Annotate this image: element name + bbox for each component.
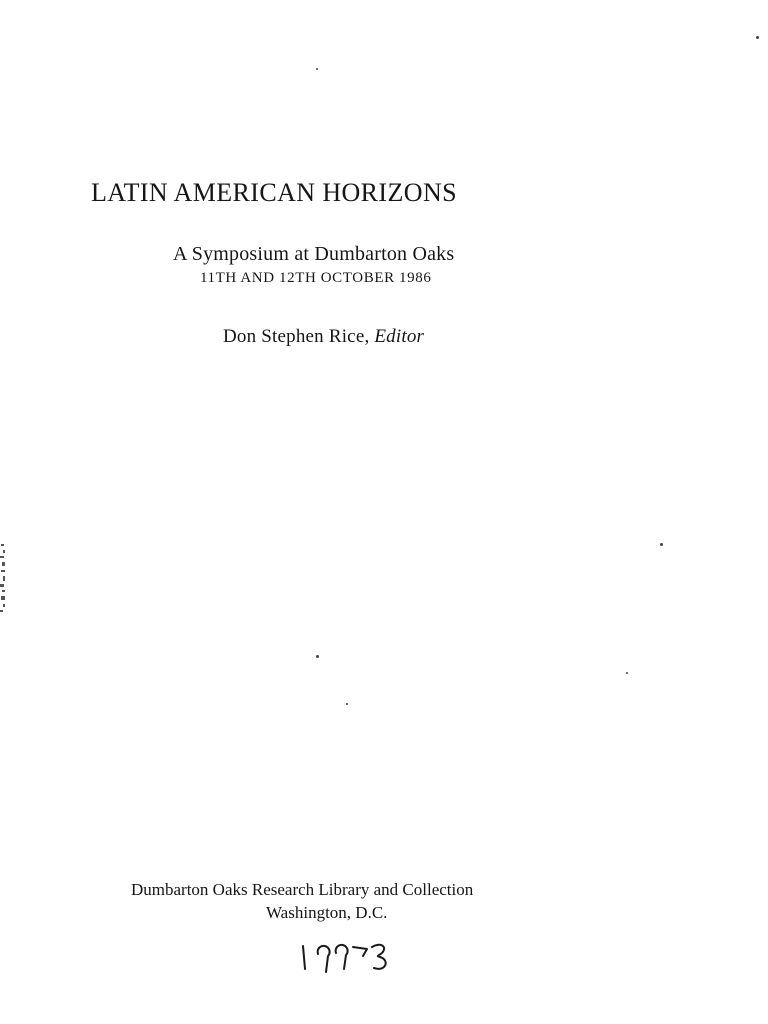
editor-role: Editor: [374, 326, 425, 347]
scan-speck: [316, 68, 318, 70]
editor-name: Don Stephen Rice,: [223, 326, 370, 347]
publisher-place: Washington, D.C.: [266, 903, 388, 922]
scan-edge-mark: [0, 540, 8, 620]
book-title: LATIN AMERICAN HORIZONS: [91, 178, 457, 207]
scan-speck: [660, 543, 663, 546]
publisher-name: Dumbarton Oaks Research Library and Collection: [131, 880, 474, 899]
book-subtitle: A Symposium at Dumbarton Oaks: [173, 243, 455, 265]
scan-speck: [626, 672, 628, 674]
scan-speck: [316, 655, 319, 658]
editor-line: [223, 326, 424, 348]
scan-speck: [756, 36, 759, 39]
handwritten-year: [296, 936, 392, 976]
scan-speck: [346, 703, 348, 705]
symposium-dates: 11TH AND 12TH OCTOBER 1986: [200, 270, 432, 286]
